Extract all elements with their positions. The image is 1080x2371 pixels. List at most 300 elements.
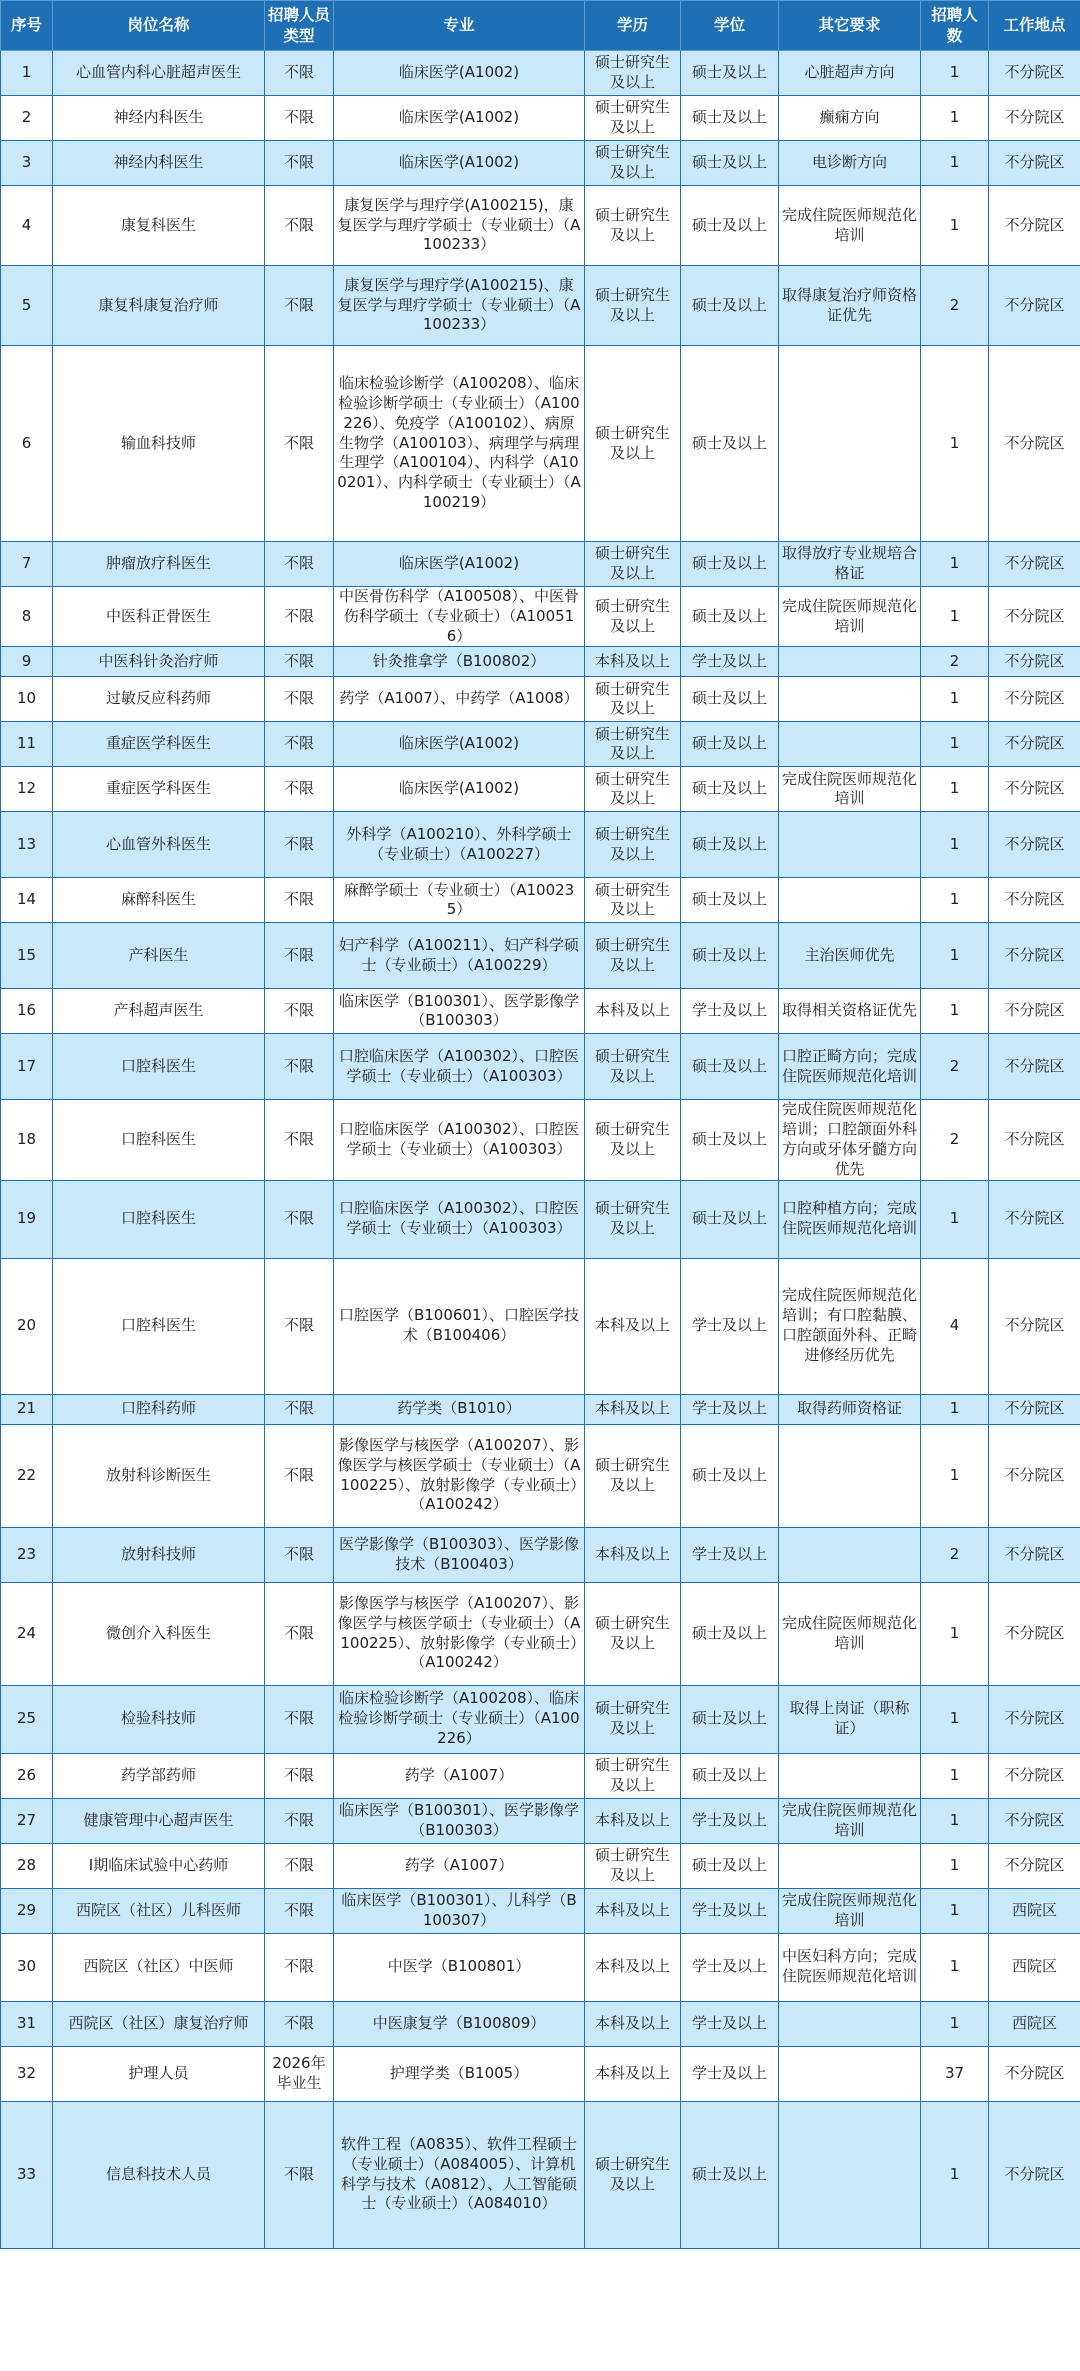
cell-degree: 硕士及以上: [681, 1100, 779, 1180]
cell-index: 8: [1, 587, 53, 647]
cell-index: 23: [1, 1527, 53, 1582]
cell-major: 软件工程（A0835）、软件工程硕士（专业硕士）（A084005）、计算机科学与技术（A0812）、人工智能硕士（专业硕士）（A084010）: [334, 2101, 585, 2248]
cell-degree: 硕士及以上: [681, 1843, 779, 1888]
cell-headcount: 2: [921, 266, 989, 346]
cell-degree: 硕士及以上: [681, 1424, 779, 1527]
cell-major: 临床医学（B100301）、医学影像学（B100303）: [334, 1798, 585, 1843]
cell-headcount: 1: [921, 1685, 989, 1753]
cell-requirements: 取得相关资格证优先: [779, 989, 921, 1034]
cell-education: 硕士研究生及以上: [585, 722, 681, 767]
cell-degree: 硕士及以上: [681, 812, 779, 878]
cell-index: 18: [1, 1100, 53, 1180]
cell-location: 不分院区: [989, 1527, 1080, 1582]
cell-type: 不限: [265, 96, 334, 141]
cell-requirements: [779, 346, 921, 542]
cell-position: I期临床试验中心药师: [53, 1843, 265, 1888]
cell-degree: 硕士及以上: [681, 1753, 779, 1798]
table-row: [1, 1888, 1080, 1933]
col-header-location: 工作地点: [989, 1, 1080, 51]
cell-position: 信息科技术人员: [53, 2101, 265, 2248]
cell-index: 11: [1, 722, 53, 767]
cell-index: 27: [1, 1798, 53, 1843]
cell-location: 不分院区: [989, 1843, 1080, 1888]
cell-education: 本科及以上: [585, 1933, 681, 2001]
table-row: [1, 1180, 1080, 1258]
cell-degree: 硕士及以上: [681, 141, 779, 186]
cell-headcount: 1: [921, 722, 989, 767]
table-body: [1, 51, 1080, 2249]
cell-major: 影像医学与核医学（A100207）、影像医学与核医学硕士（专业硕士）（A100225）、放射影像学（专业硕士）（A100242）: [334, 1582, 585, 1685]
cell-type: 不限: [265, 542, 334, 587]
cell-headcount: 1: [921, 141, 989, 186]
cell-position: 心血管外科医生: [53, 812, 265, 878]
cell-index: 14: [1, 878, 53, 923]
cell-education: 硕士研究生及以上: [585, 677, 681, 722]
cell-headcount: 1: [921, 923, 989, 989]
table-row: [1, 878, 1080, 923]
cell-type: 不限: [265, 2001, 334, 2046]
cell-index: 7: [1, 542, 53, 587]
cell-location: 不分院区: [989, 1753, 1080, 1798]
table-row: [1, 346, 1080, 542]
cell-type: 不限: [265, 722, 334, 767]
col-header-requirements: 其它要求: [779, 1, 921, 51]
cell-index: 13: [1, 812, 53, 878]
cell-position: 产科超声医生: [53, 989, 265, 1034]
table-row: [1, 2046, 1080, 2101]
cell-position: 产科医生: [53, 923, 265, 989]
cell-type: 不限: [265, 51, 334, 96]
cell-position: 重症医学科医生: [53, 722, 265, 767]
cell-education: 本科及以上: [585, 2001, 681, 2046]
cell-headcount: 1: [921, 677, 989, 722]
cell-headcount: 1: [921, 186, 989, 266]
cell-requirements: 心脏超声方向: [779, 51, 921, 96]
cell-index: 33: [1, 2101, 53, 2248]
cell-headcount: 2: [921, 1034, 989, 1100]
table-row: [1, 1394, 1080, 1424]
cell-requirements: 完成住院医师规范化培训: [779, 587, 921, 647]
cell-degree: 硕士及以上: [681, 346, 779, 542]
cell-type: 不限: [265, 923, 334, 989]
table-row: [1, 1527, 1080, 1582]
cell-position: 放射科诊断医生: [53, 1424, 265, 1527]
cell-location: 不分院区: [989, 96, 1080, 141]
cell-index: 24: [1, 1582, 53, 1685]
cell-position: 康复科康复治疗师: [53, 266, 265, 346]
cell-headcount: 1: [921, 767, 989, 812]
cell-location: 不分院区: [989, 186, 1080, 266]
cell-headcount: 1: [921, 1394, 989, 1424]
cell-major: 临床医学(A1002): [334, 542, 585, 587]
table-row: [1, 266, 1080, 346]
cell-type: 不限: [265, 1258, 334, 1394]
cell-type: 不限: [265, 1753, 334, 1798]
cell-index: 19: [1, 1180, 53, 1258]
cell-type: 不限: [265, 186, 334, 266]
cell-location: 不分院区: [989, 1582, 1080, 1685]
cell-location: 不分院区: [989, 2101, 1080, 2248]
cell-education: 硕士研究生及以上: [585, 1753, 681, 1798]
cell-headcount: 2: [921, 1100, 989, 1180]
table-row: [1, 2101, 1080, 2248]
cell-education: 硕士研究生及以上: [585, 878, 681, 923]
cell-requirements: 完成住院医师规范化培训: [779, 1798, 921, 1843]
cell-headcount: 1: [921, 1843, 989, 1888]
cell-degree: 硕士及以上: [681, 186, 779, 266]
cell-education: 硕士研究生及以上: [585, 266, 681, 346]
cell-requirements: 取得上岗证（职称证）: [779, 1685, 921, 1753]
table-row: [1, 1933, 1080, 2001]
cell-education: 硕士研究生及以上: [585, 1100, 681, 1180]
table-row: [1, 186, 1080, 266]
cell-location: 不分院区: [989, 1424, 1080, 1527]
cell-education: 硕士研究生及以上: [585, 1180, 681, 1258]
cell-type: 不限: [265, 1100, 334, 1180]
cell-major: 影像医学与核医学（A100207）、影像医学与核医学硕士（专业硕士）（A100225）、放射影像学（专业硕士）（A100242）: [334, 1424, 585, 1527]
cell-index: 3: [1, 141, 53, 186]
cell-type: 不限: [265, 1843, 334, 1888]
cell-headcount: 1: [921, 812, 989, 878]
cell-location: 西院区: [989, 1933, 1080, 2001]
cell-index: 1: [1, 51, 53, 96]
table-row: [1, 1753, 1080, 1798]
cell-requirements: 完成住院医师规范化培训；有口腔黏膜、口腔颌面外科、正畸进修经历优先: [779, 1258, 921, 1394]
cell-education: 硕士研究生及以上: [585, 767, 681, 812]
cell-location: 不分院区: [989, 1685, 1080, 1753]
cell-index: 9: [1, 647, 53, 677]
cell-headcount: 1: [921, 1888, 989, 1933]
cell-major: 中医学（B100801）: [334, 1933, 585, 2001]
cell-major: 药学（A1007）: [334, 1843, 585, 1888]
cell-location: 西院区: [989, 2001, 1080, 2046]
cell-index: 12: [1, 767, 53, 812]
cell-index: 32: [1, 2046, 53, 2101]
table-row: [1, 989, 1080, 1034]
col-header-index: 序号: [1, 1, 53, 51]
cell-location: 不分院区: [989, 1034, 1080, 1100]
cell-degree: 硕士及以上: [681, 767, 779, 812]
cell-degree: 硕士及以上: [681, 1582, 779, 1685]
cell-degree: 硕士及以上: [681, 266, 779, 346]
cell-position: 肿瘤放疗科医生: [53, 542, 265, 587]
cell-headcount: 1: [921, 542, 989, 587]
cell-position: 麻醉科医生: [53, 878, 265, 923]
cell-position: 放射科技师: [53, 1527, 265, 1582]
cell-position: 神经内科医生: [53, 96, 265, 141]
cell-requirements: [779, 812, 921, 878]
cell-headcount: 1: [921, 587, 989, 647]
cell-degree: 硕士及以上: [681, 51, 779, 96]
cell-major: 康复医学与理疗学(A100215)、康复医学与理疗学硕士（专业硕士）（A100233）: [334, 266, 585, 346]
cell-major: 药学（A1007）: [334, 1753, 585, 1798]
cell-education: 硕士研究生及以上: [585, 1424, 681, 1527]
cell-requirements: 口腔正畸方向；完成住院医师规范化培训: [779, 1034, 921, 1100]
cell-type: 不限: [265, 266, 334, 346]
table-row: [1, 812, 1080, 878]
cell-requirements: 癫痫方向: [779, 96, 921, 141]
col-header-education: 学历: [585, 1, 681, 51]
cell-requirements: [779, 722, 921, 767]
cell-education: 硕士研究生及以上: [585, 2101, 681, 2248]
table-row: [1, 1798, 1080, 1843]
cell-requirements: 口腔种植方向；完成住院医师规范化培训: [779, 1180, 921, 1258]
cell-major: 药学类（B1010）: [334, 1394, 585, 1424]
cell-degree: 硕士及以上: [681, 1180, 779, 1258]
cell-headcount: 1: [921, 2101, 989, 2248]
cell-type: 不限: [265, 677, 334, 722]
cell-type: 不限: [265, 1180, 334, 1258]
cell-headcount: 1: [921, 1424, 989, 1527]
cell-type: 不限: [265, 812, 334, 878]
table-row: [1, 141, 1080, 186]
cell-index: 2: [1, 96, 53, 141]
cell-requirements: [779, 878, 921, 923]
cell-type: 不限: [265, 1394, 334, 1424]
cell-type: 不限: [265, 647, 334, 677]
cell-headcount: 1: [921, 1582, 989, 1685]
cell-education: 硕士研究生及以上: [585, 51, 681, 96]
cell-education: 硕士研究生及以上: [585, 1034, 681, 1100]
cell-location: 不分院区: [989, 1180, 1080, 1258]
cell-type: 不限: [265, 989, 334, 1034]
table-row: [1, 96, 1080, 141]
table-row: [1, 2001, 1080, 2046]
cell-education: 本科及以上: [585, 989, 681, 1034]
cell-major: 中医康复学（B100809）: [334, 2001, 585, 2046]
cell-requirements: [779, 1753, 921, 1798]
cell-requirements: 完成住院医师规范化培训: [779, 1582, 921, 1685]
col-header-headcount: 招聘人数: [921, 1, 989, 51]
table-row: [1, 1258, 1080, 1394]
cell-requirements: [779, 1843, 921, 1888]
cell-type: 不限: [265, 346, 334, 542]
cell-requirements: 取得放疗专业规培合格证: [779, 542, 921, 587]
cell-requirements: 中医妇科方向；完成住院医师规范化培训: [779, 1933, 921, 2001]
table-row: [1, 51, 1080, 96]
cell-major: 临床检验诊断学（A100208）、临床检验诊断学硕士（专业硕士）（A100226）: [334, 1685, 585, 1753]
cell-major: 临床医学(A1002): [334, 767, 585, 812]
cell-position: 微创介入科医生: [53, 1582, 265, 1685]
cell-position: 西院区（社区）康复治疗师: [53, 2001, 265, 2046]
table-row: [1, 1100, 1080, 1180]
cell-position: 过敏反应科药师: [53, 677, 265, 722]
cell-degree: 学士及以上: [681, 2001, 779, 2046]
cell-degree: 硕士及以上: [681, 878, 779, 923]
cell-location: 不分院区: [989, 1798, 1080, 1843]
cell-position: 输血科技师: [53, 346, 265, 542]
cell-headcount: 1: [921, 1753, 989, 1798]
cell-location: 不分院区: [989, 587, 1080, 647]
cell-type: 不限: [265, 1933, 334, 2001]
cell-education: 本科及以上: [585, 2046, 681, 2101]
cell-position: 心血管内科心脏超声医生: [53, 51, 265, 96]
cell-requirements: 电诊断方向: [779, 141, 921, 186]
cell-major: 妇产科学（A100211）、妇产科学硕士（专业硕士）（A100229）: [334, 923, 585, 989]
table-row: [1, 1582, 1080, 1685]
cell-degree: 硕士及以上: [681, 542, 779, 587]
table-row: [1, 1034, 1080, 1100]
cell-requirements: 主治医师优先: [779, 923, 921, 989]
cell-headcount: 1: [921, 51, 989, 96]
table-row: [1, 1843, 1080, 1888]
table-row: [1, 722, 1080, 767]
cell-headcount: 2: [921, 647, 989, 677]
cell-requirements: [779, 1424, 921, 1527]
cell-education: 本科及以上: [585, 1394, 681, 1424]
cell-degree: 硕士及以上: [681, 1034, 779, 1100]
cell-location: 不分院区: [989, 51, 1080, 96]
cell-position: 口腔科医生: [53, 1100, 265, 1180]
cell-degree: 学士及以上: [681, 1394, 779, 1424]
cell-major: 药学（A1007）、中药学（A1008）: [334, 677, 585, 722]
cell-type: 不限: [265, 1888, 334, 1933]
cell-education: 本科及以上: [585, 1888, 681, 1933]
cell-position: 药学部药师: [53, 1753, 265, 1798]
cell-degree: 学士及以上: [681, 1798, 779, 1843]
cell-major: 外科学（A100210）、外科学硕士（专业硕士）（A100227）: [334, 812, 585, 878]
col-header-degree: 学位: [681, 1, 779, 51]
cell-index: 30: [1, 1933, 53, 2001]
cell-degree: 硕士及以上: [681, 722, 779, 767]
cell-location: 不分院区: [989, 812, 1080, 878]
cell-position: 口腔科医生: [53, 1034, 265, 1100]
cell-position: 口腔科医生: [53, 1180, 265, 1258]
cell-headcount: 1: [921, 1180, 989, 1258]
cell-major: 口腔临床医学（A100302）、口腔医学硕士（专业硕士）（A100303）: [334, 1100, 585, 1180]
cell-requirements: [779, 1527, 921, 1582]
cell-education: 硕士研究生及以上: [585, 141, 681, 186]
cell-headcount: 4: [921, 1258, 989, 1394]
col-header-major: 专业: [334, 1, 585, 51]
cell-headcount: 1: [921, 1798, 989, 1843]
table-row: [1, 542, 1080, 587]
cell-requirements: 完成住院医师规范化培训: [779, 1888, 921, 1933]
cell-location: 不分院区: [989, 989, 1080, 1034]
cell-type: 不限: [265, 1685, 334, 1753]
table-row: [1, 1424, 1080, 1527]
cell-degree: 硕士及以上: [681, 677, 779, 722]
cell-type: 不限: [265, 2101, 334, 2248]
cell-index: 21: [1, 1394, 53, 1424]
cell-type: 不限: [265, 1424, 334, 1527]
cell-degree: 学士及以上: [681, 1527, 779, 1582]
table-row: [1, 647, 1080, 677]
cell-degree: 硕士及以上: [681, 96, 779, 141]
cell-position: 中医科正骨医生: [53, 587, 265, 647]
cell-index: 26: [1, 1753, 53, 1798]
cell-location: 不分院区: [989, 923, 1080, 989]
cell-education: 硕士研究生及以上: [585, 542, 681, 587]
cell-headcount: 2: [921, 1527, 989, 1582]
cell-education: 硕士研究生及以上: [585, 587, 681, 647]
cell-location: 不分院区: [989, 878, 1080, 923]
cell-type: 不限: [265, 1582, 334, 1685]
cell-headcount: 1: [921, 96, 989, 141]
cell-major: 麻醉学硕士（专业硕士）（A100235）: [334, 878, 585, 923]
cell-type: 不限: [265, 1034, 334, 1100]
cell-position: 口腔科医生: [53, 1258, 265, 1394]
cell-type: 不限: [265, 878, 334, 923]
cell-position: 检验科技师: [53, 1685, 265, 1753]
cell-type: 不限: [265, 767, 334, 812]
cell-index: 28: [1, 1843, 53, 1888]
cell-education: 硕士研究生及以上: [585, 186, 681, 266]
cell-headcount: 1: [921, 989, 989, 1034]
cell-headcount: 1: [921, 346, 989, 542]
cell-type: 不限: [265, 1798, 334, 1843]
cell-major: 临床医学(A1002): [334, 96, 585, 141]
cell-requirements: 完成住院医师规范化培训: [779, 186, 921, 266]
cell-requirements: [779, 2046, 921, 2101]
cell-requirements: [779, 2001, 921, 2046]
cell-position: 中医科针灸治疗师: [53, 647, 265, 677]
cell-degree: 学士及以上: [681, 1888, 779, 1933]
cell-location: 不分院区: [989, 722, 1080, 767]
cell-index: 20: [1, 1258, 53, 1394]
cell-requirements: 取得康复治疗师资格证优先: [779, 266, 921, 346]
cell-major: 口腔临床医学（A100302）、口腔医学硕士（专业硕士）（A100303）: [334, 1180, 585, 1258]
cell-position: 口腔科药师: [53, 1394, 265, 1424]
cell-location: 不分院区: [989, 346, 1080, 542]
table-row: [1, 1685, 1080, 1753]
col-header-type: 招聘人员类型: [265, 1, 334, 51]
cell-major: 临床医学(A1002): [334, 141, 585, 186]
col-header-position: 岗位名称: [53, 1, 265, 51]
cell-location: 不分院区: [989, 141, 1080, 186]
cell-requirements: [779, 647, 921, 677]
cell-requirements: [779, 677, 921, 722]
cell-major: 临床医学（B100301）、儿科学（B100307）: [334, 1888, 585, 1933]
cell-position: 重症医学科医生: [53, 767, 265, 812]
cell-position: 神经内科医生: [53, 141, 265, 186]
cell-major: 康复医学与理疗学(A100215)，康复医学与理疗学硕士（专业硕士）（A100233）: [334, 186, 585, 266]
cell-education: 硕士研究生及以上: [585, 1582, 681, 1685]
cell-major: 针灸推拿学（B100802）: [334, 647, 585, 677]
cell-index: 17: [1, 1034, 53, 1100]
cell-location: 不分院区: [989, 2046, 1080, 2101]
cell-education: 本科及以上: [585, 1798, 681, 1843]
cell-type: 不限: [265, 1527, 334, 1582]
cell-index: 22: [1, 1424, 53, 1527]
cell-location: 不分院区: [989, 542, 1080, 587]
table-row: [1, 587, 1080, 647]
cell-headcount: 37: [921, 2046, 989, 2101]
cell-education: 硕士研究生及以上: [585, 923, 681, 989]
table-row: [1, 677, 1080, 722]
cell-degree: 学士及以上: [681, 1258, 779, 1394]
cell-location: 西院区: [989, 1888, 1080, 1933]
cell-degree: 学士及以上: [681, 2046, 779, 2101]
cell-position: 康复科医生: [53, 186, 265, 266]
cell-type: 2026年毕业生: [265, 2046, 334, 2101]
cell-location: 不分院区: [989, 1394, 1080, 1424]
cell-major: 护理学类（B1005）: [334, 2046, 585, 2101]
cell-index: 15: [1, 923, 53, 989]
cell-degree: 学士及以上: [681, 1933, 779, 2001]
cell-location: 不分院区: [989, 1258, 1080, 1394]
cell-degree: 硕士及以上: [681, 2101, 779, 2248]
cell-headcount: 1: [921, 2001, 989, 2046]
cell-degree: 学士及以上: [681, 989, 779, 1034]
cell-type: 不限: [265, 587, 334, 647]
cell-index: 25: [1, 1685, 53, 1753]
cell-index: 5: [1, 266, 53, 346]
cell-index: 6: [1, 346, 53, 542]
cell-education: 本科及以上: [585, 1527, 681, 1582]
cell-education: 硕士研究生及以上: [585, 1685, 681, 1753]
cell-requirements: [779, 2101, 921, 2248]
